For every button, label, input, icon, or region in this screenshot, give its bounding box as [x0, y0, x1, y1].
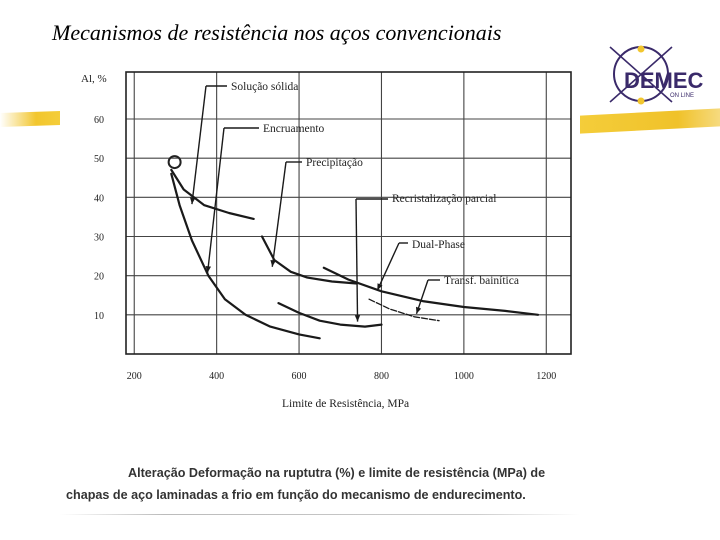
annotation-label: Transf. bainítica — [444, 275, 519, 287]
y-tick-label: 10 — [94, 310, 104, 322]
annotations — [190, 81, 519, 322]
x-tick-label: 800 — [373, 371, 389, 382]
y-tick-label: 50 — [94, 154, 104, 166]
annotation-label: Solução sólida — [231, 81, 299, 93]
annotation-label: Dual-Phase — [412, 239, 466, 251]
series-line-1 — [171, 170, 253, 219]
y-axis-label: Al, % — [81, 73, 107, 85]
annotation-leader — [272, 162, 286, 267]
logo-graphic — [584, 44, 720, 144]
annotation-leader — [356, 199, 358, 322]
annotation-leader — [377, 243, 399, 290]
y-tick-label: 40 — [94, 193, 104, 205]
logo-text: DEMEC — [624, 68, 704, 93]
caption-line-2: chapas de aço laminadas a frio em função do mecanismo de endurecimento. — [66, 488, 526, 502]
x-tick-label: 1200 — [536, 371, 557, 382]
annotation-label: Recristalização parcial — [392, 193, 497, 205]
slide-title: Mecanismos de resistência nos aços convencionais — [52, 20, 502, 45]
chart — [56, 62, 586, 422]
x-tick-label: 1000 — [453, 371, 474, 382]
caption-line-1: Alteração Deformação na ruptutra (%) e limite de resistência (MPa) de — [128, 466, 546, 480]
annotation-leader — [208, 128, 224, 273]
figure-caption — [66, 462, 586, 506]
y-tick-label: 30 — [94, 232, 104, 244]
annotation-arrowhead — [355, 315, 360, 321]
logo-subtext: ON LINE — [670, 93, 695, 99]
footer-divider — [60, 514, 580, 515]
x-tick-labels — [127, 371, 557, 382]
x-tick-label: 200 — [126, 371, 142, 382]
x-tick-label: 600 — [291, 371, 307, 382]
decorative-band-left — [0, 111, 60, 127]
y-tick-label: 20 — [94, 271, 104, 283]
annotation-label: Encruamento — [263, 123, 325, 135]
y-tick-labels — [94, 115, 104, 322]
annotation-leader — [192, 86, 206, 204]
y-tick-label: 60 — [94, 115, 104, 126]
annotation-label: Precipitação — [306, 157, 363, 169]
x-axis-label: Limite de Resistência, MPa — [282, 398, 410, 410]
annotation-arrowhead — [416, 307, 421, 314]
logo-dot-top — [638, 46, 645, 53]
x-tick-label: 400 — [209, 371, 225, 382]
demec-logo — [584, 44, 720, 144]
logo-dot-bottom — [638, 98, 645, 105]
